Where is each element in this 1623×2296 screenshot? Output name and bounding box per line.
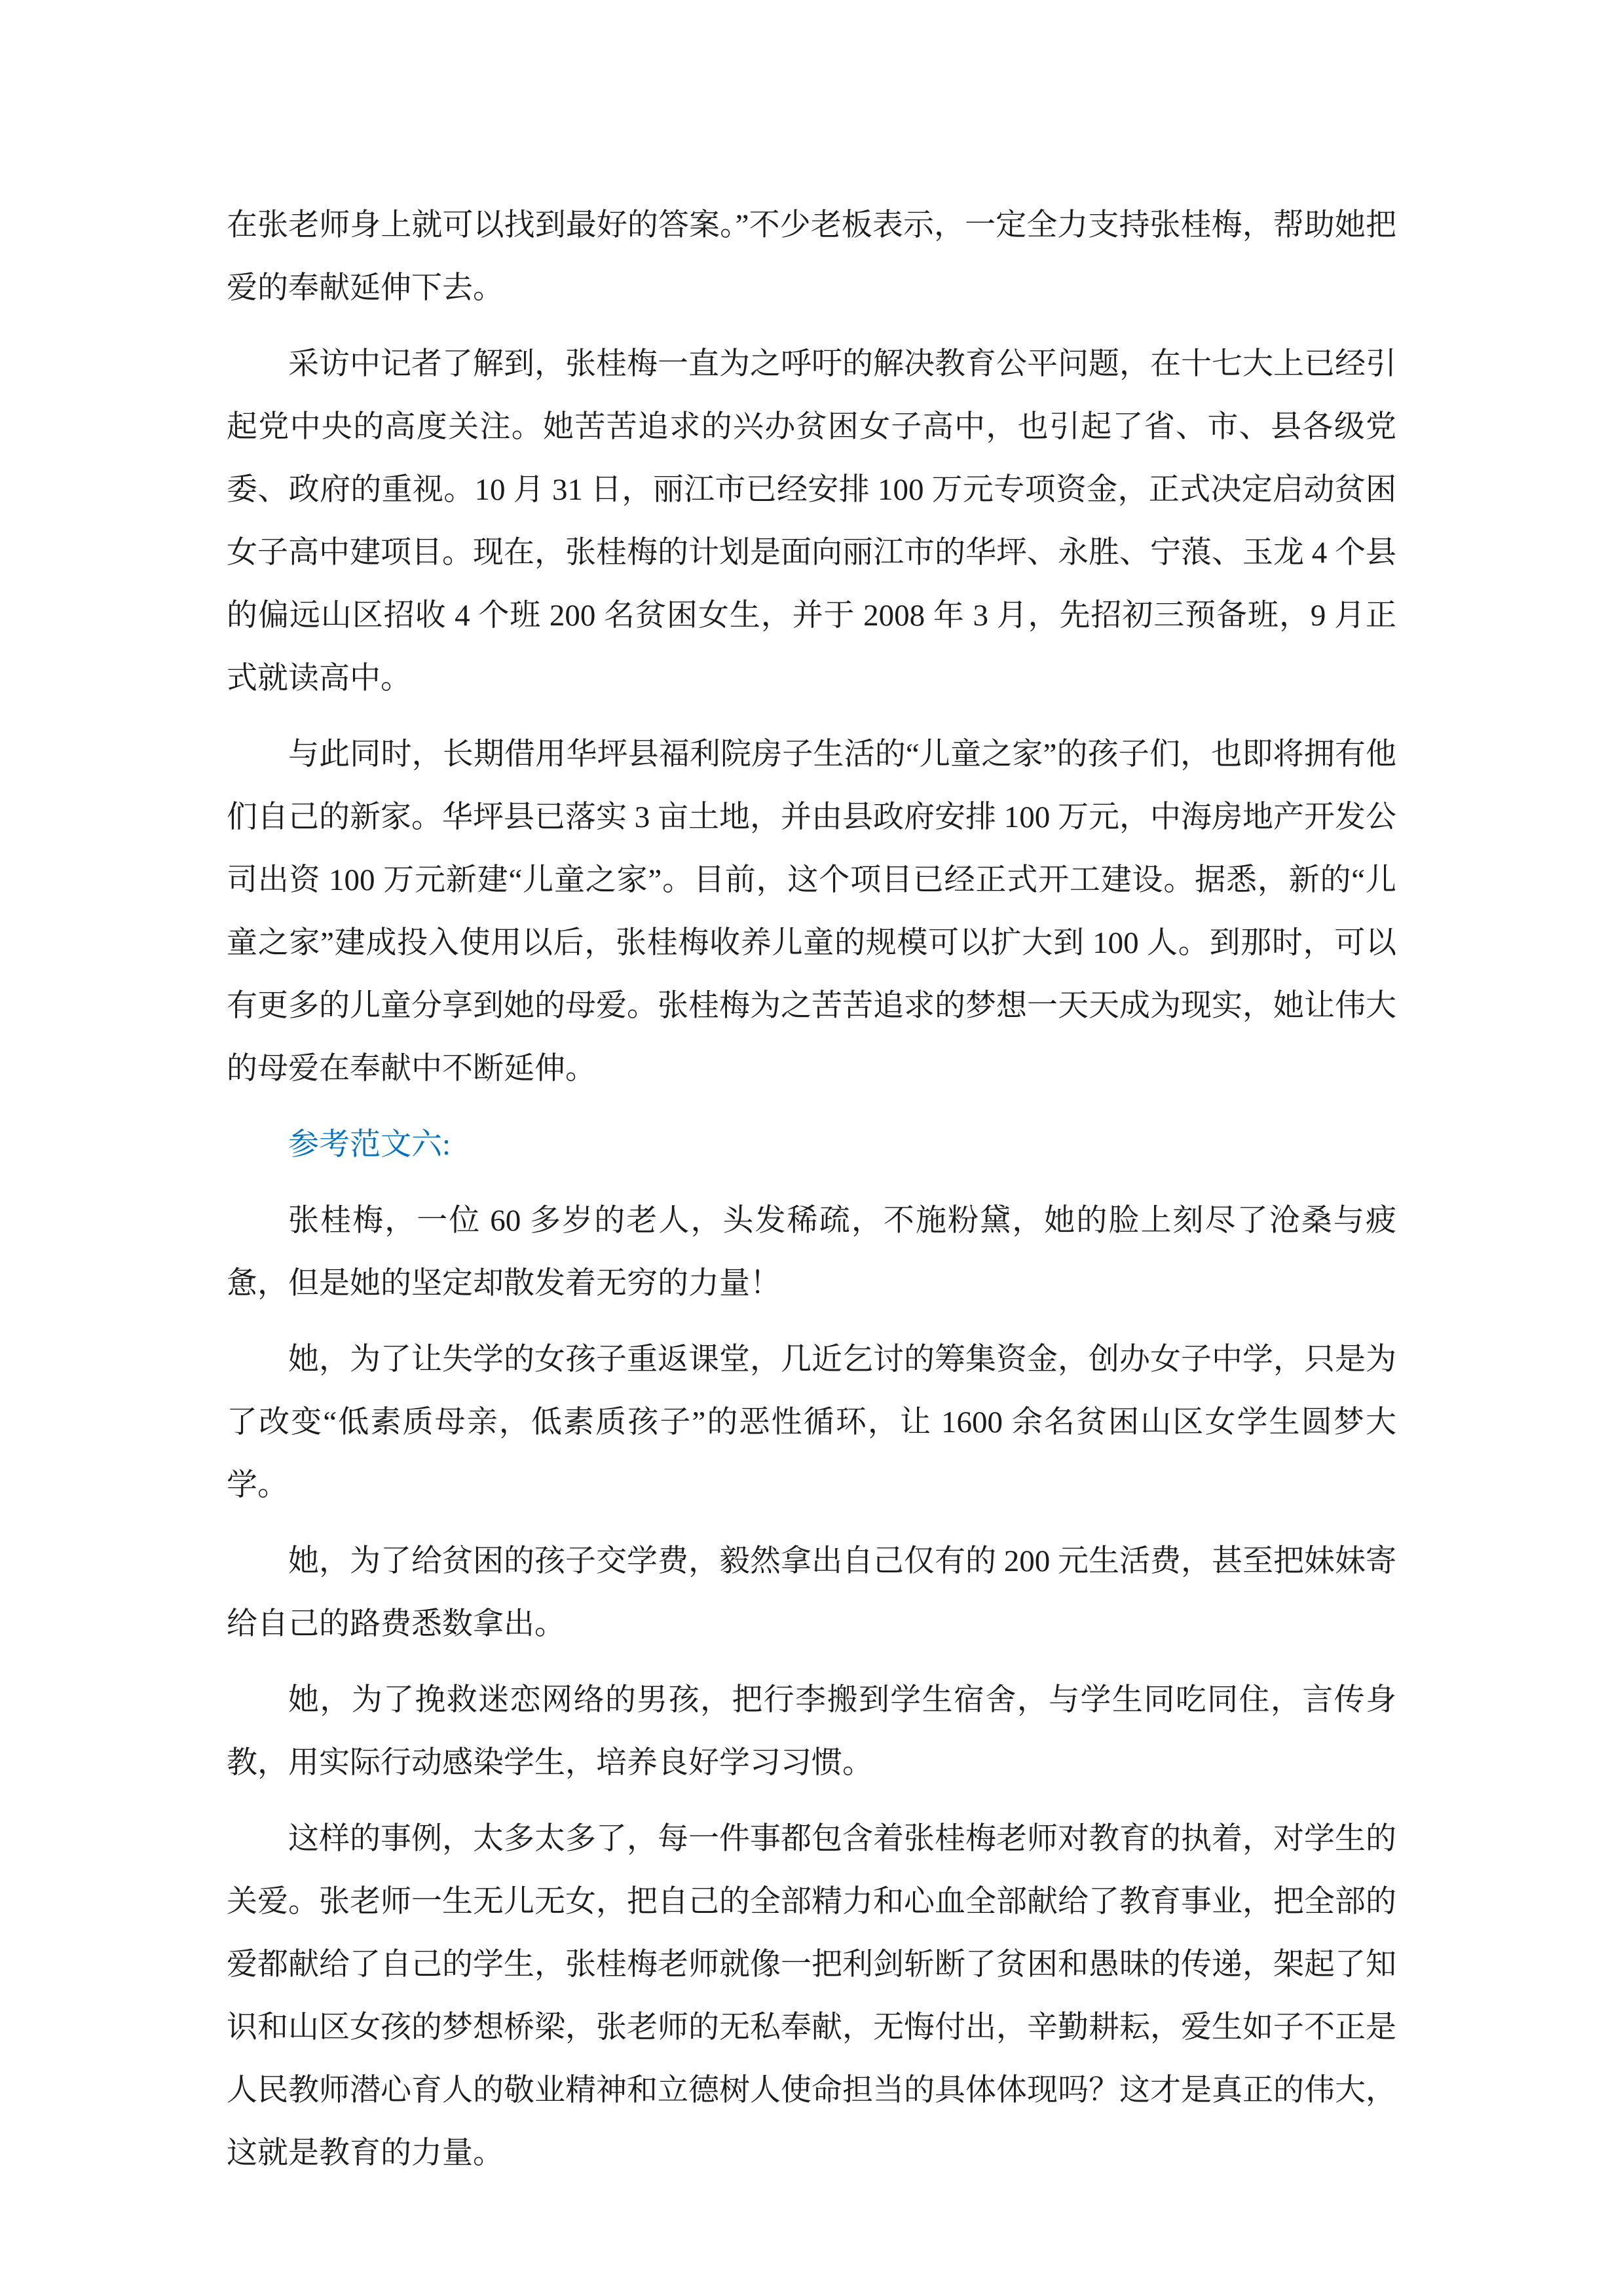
section-heading: 参考范文六: — [288, 1128, 451, 1162]
paragraph-childrens-home: 与此同时，长期借用华坪县福利院房子生活的“儿童之家”的孩子们，也即将拥有他们自己的新家。华坪县已落实 3 亩土地，并由县政府安排 100 万元，中海房地产开发公司出资 100 万元新建“儿童之家”。目前，这个项目已经正式开工建设。据悉，新的“儿童之家”建成投入使用以后，张桂梅收养儿童的规模可以扩大到 100 人。到那时，可以有更多的儿童分享到她的母爱。张桂梅为之苦苦追求的梦想一天天成为现实，她让伟大的母爱在奉献中不断延伸。 — [227, 737, 1396, 1086]
paragraph-interview: 采访中记者了解到，张桂梅一直为之呼吁的解决教育公平问题，在十七大上已经引起党中央的高度关注。她苦苦追求的兴办贫困女子高中，也引起了省、市、县各级党委、政府的重视。10 月 31 日，丽江市已经安排 100 万元专项资金，正式决定启动贫困女子高中建项目。现在，张桂梅的计划是面向丽江市的华坪、永胜、宁蒗、玉龙 4 个县的偏远山区招收 4 个班 200 名贫困女生，并于 2008 年 3 月，先招初三预备班，9 月正式就读高中。 — [227, 347, 1396, 695]
paragraph-tuition: 她，为了给贫困的孩子交学费，毅然拿出自己仅有的 200 元生活费，甚至把妹妹寄给自己的路费悉数拿出。 — [227, 1544, 1396, 1641]
paragraph-conclusion: 这样的事例，太多太多了，每一件事都包含着张桂梅老师对教育的执着，对学生的关爱。张老师一生无儿无女，把自己的全部精力和心血全部献给了教育事业，把全部的爱都献给了自己的学生，张桂梅老师就像一把利剑斩断了贫困和愚昧的传递，架起了知识和山区女孩的梦想桥梁，张老师的无私奉献，无悔付出，辛勤耕耘，爱生如子不正是人民教师潜心育人的敬业精神和立德树人使命担当的具体体现吗？这才是真正的伟大，这就是教育的力量。 — [227, 1822, 1396, 2170]
paragraph-dormitory: 她，为了挽救迷恋网络的男孩，把行李搬到学生宿舍，与学生同吃同住，言传身教，用实际行动感染学生，培养良好学习习惯。 — [227, 1683, 1396, 1780]
paragraph-school-founding: 她，为了让失学的女孩子重返课堂，几近乞讨的筹集资金，创办女子中学，只是为了改变“低素质母亲，低素质孩子”的恶性循环，让 1600 余名贫困山区女学生圆梦大学。 — [227, 1342, 1396, 1502]
paragraph-continuation: 在张老师身上就可以找到最好的答案。”不少老板表示，一定全力支持张桂梅，帮助她把爱的奉献延伸下去。 — [227, 208, 1396, 305]
paragraph-intro: 张桂梅，一位 60 多岁的老人，头发稀疏，不施粉黛，她的脸上刻尽了沧桑与疲惫，但是她的坚定却散发着无穷的力量！ — [227, 1204, 1396, 1301]
